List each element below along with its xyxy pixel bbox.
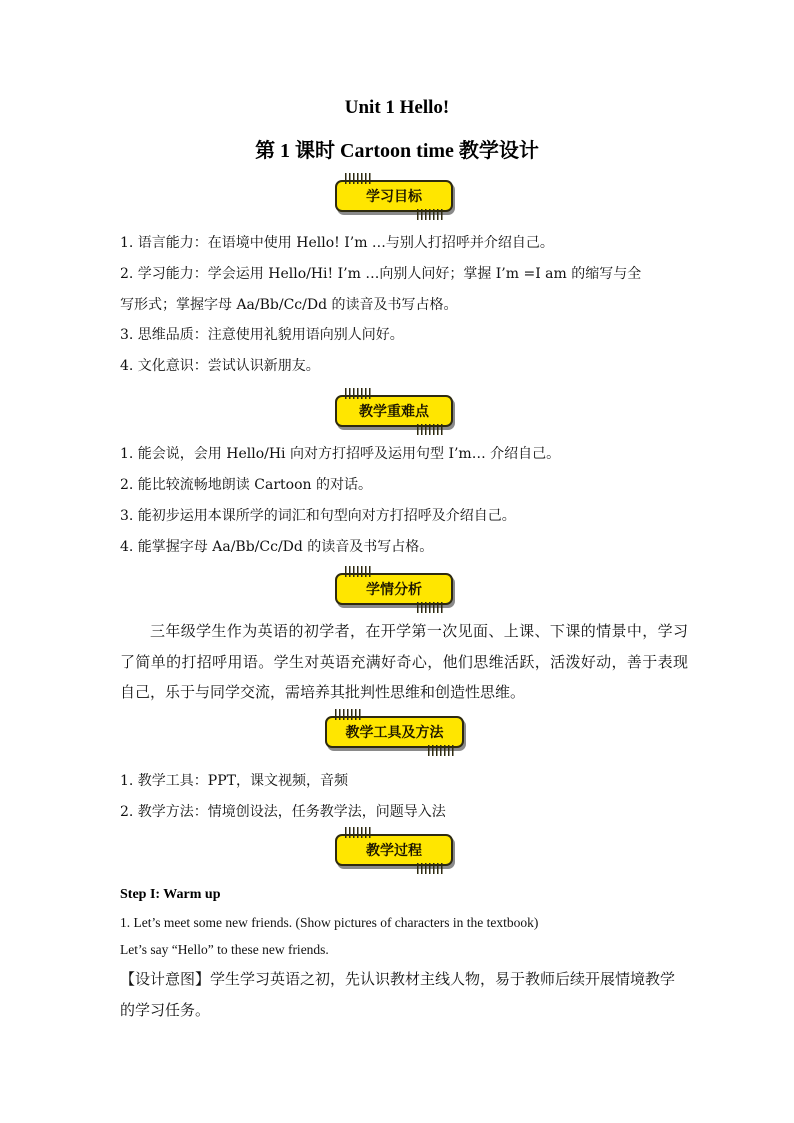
key-point-item: 1. 能会说，会用 Hello/Hi 向对方打招呼及运用句型 I’m… 介绍自己。 bbox=[120, 446, 561, 462]
process-line: Let’s say “Hello” to these new friends. bbox=[120, 942, 329, 957]
step-title: Step I: Warm up bbox=[120, 887, 221, 902]
objective-item: 4. 文化意识：尝试认识新朋友。 bbox=[120, 358, 320, 374]
section-badge-tools bbox=[325, 716, 464, 748]
section-badge-analysis bbox=[335, 573, 453, 605]
objective-item: 3. 思维品质：注意使用礼貌用语向别人问好。 bbox=[120, 327, 404, 343]
key-point-item: 4. 能掌握字母 Aa/Bb/Cc/Dd 的读音及书写占格。 bbox=[120, 539, 434, 555]
section-badge-key-points bbox=[335, 395, 453, 427]
design-intent: 【设计意图】学生学习英语之初，先认识教材主线人物，易于教师后续开展情境教学的学习任务。 bbox=[120, 970, 676, 1019]
analysis-paragraph: 三年级学生作为英语的初学者，在开学第一次见面、上课、下课的情景中，学习了简单的打招呼用语。学生对英语充满好奇心，他们思维活跃，活泼好动，善于表现自己，乐于与同学交流，需培养其批判性思维和创造性思维。 bbox=[120, 622, 688, 701]
objective-item: 1. 语言能力：在语境中使用 Hello! I’m …与别人打招呼并介绍自己。 bbox=[120, 235, 554, 251]
section-badge-process bbox=[335, 834, 453, 866]
section-heading: 教学重难点 bbox=[359, 404, 429, 420]
key-point-item: 2. 能比较流畅地朗读 Cartoon 的对话。 bbox=[120, 477, 372, 493]
objective-item: 2. 学习能力：学会运用 Hello/Hi! I’m …向别人问好；掌握 I’m =I am 的缩写与全 bbox=[120, 266, 642, 282]
process-line: 1. Let’s meet some new friends. (Show pictures of characters in the textbook) bbox=[120, 915, 539, 930]
tools-item: 1. 教学工具：PPT，课文视频，音频 bbox=[120, 773, 348, 789]
tools-item: 2. 教学方法：情境创设法，任务教学法，问题导入法 bbox=[120, 804, 446, 820]
objective-item: 写形式；掌握字母 Aa/Bb/Cc/Dd 的读音及书写占格。 bbox=[120, 297, 458, 313]
section-heading: 教学工具及方法 bbox=[345, 725, 444, 741]
key-point-item: 3. 能初步运用本课所学的词汇和句型向对方打招呼及介绍自己。 bbox=[120, 508, 516, 524]
section-badge-objectives bbox=[335, 180, 453, 212]
section-heading: 学情分析 bbox=[366, 582, 422, 598]
document-title: Unit 1 Hello! bbox=[344, 97, 450, 118]
section-heading: 教学过程 bbox=[366, 843, 422, 859]
section-heading: 学习目标 bbox=[366, 189, 422, 205]
document-subtitle: 第 1 课时 Cartoon time 教学设计 bbox=[255, 140, 539, 162]
